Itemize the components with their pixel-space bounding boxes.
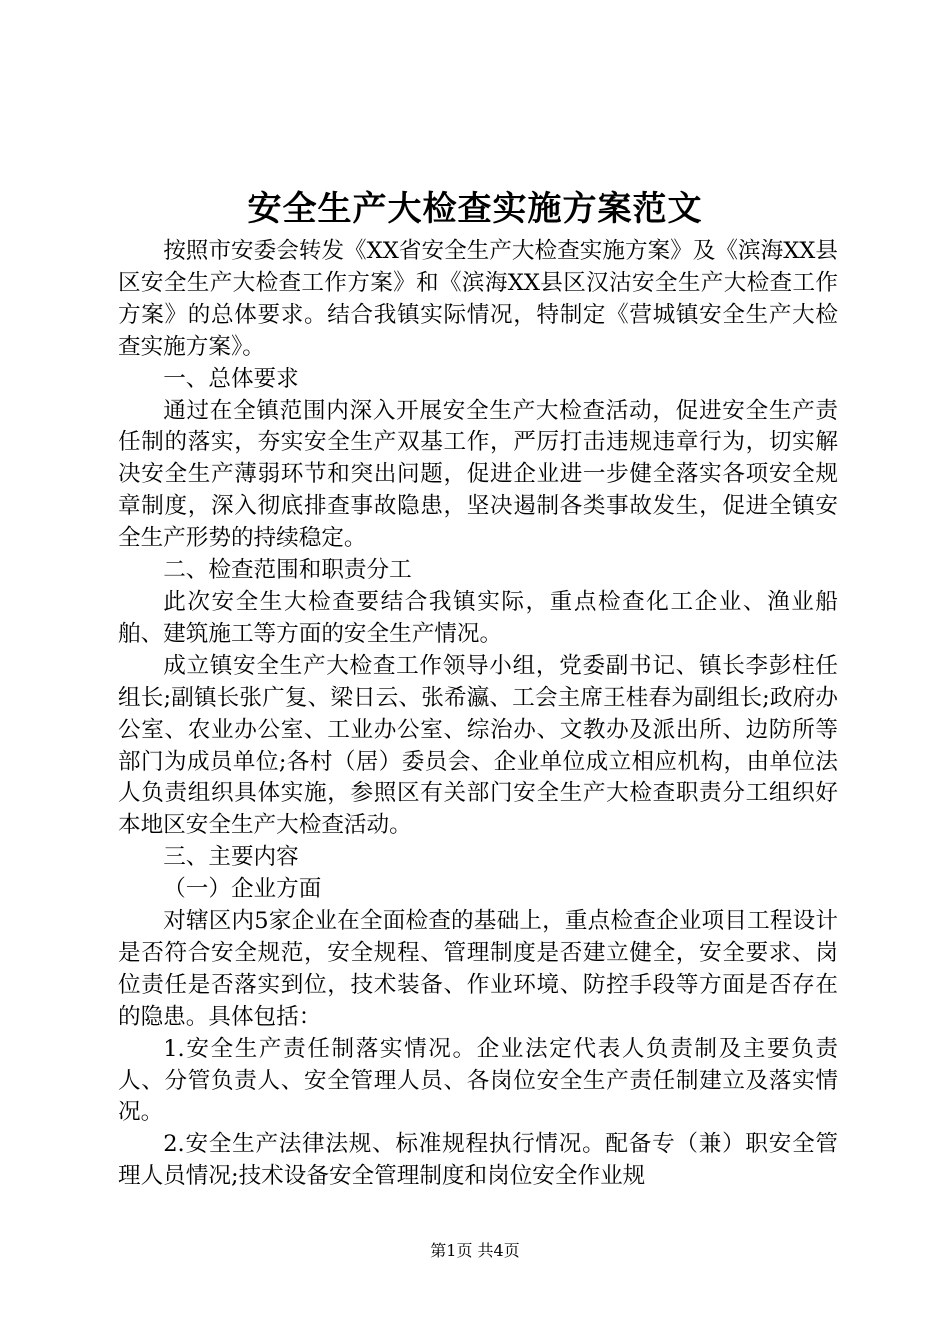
section-heading-main-content: 三、主要内容 xyxy=(163,844,299,871)
page-footer: 第1页 共4页 xyxy=(430,1241,520,1260)
subsection-heading-enterprise: （一）企业方面 xyxy=(163,876,322,903)
paragraph-scope: 此次安全生大检查要结合我镇实际，重点检查化工企业、渔业船舶、建筑施工等方面的安全生产情况。 xyxy=(118,588,838,647)
section-heading-general-requirements: 一、总体要求 xyxy=(163,365,299,392)
paragraph-leadership-group: 成立镇安全生产大检查工作领导小组，党委副书记、镇长李彭柱任组长;副镇长张广复、梁日云、张希瀛、工会主席王桂春为副组长;政府办公室、农业办公室、工业办公室、综治办、文教办及派出所、边防所等部门为成员单位;各村（居）委员会、企业单位成立相应机构，由单位法人负责组织具体实施，参照区有关部门安全生产大检查职责分工组织好本地区安全生产大检查活动。 xyxy=(118,652,838,839)
list-item-regulations: 2.安全生产法律法规、标准规程执行情况。配备专（兼）职安全管理人员情况;技术设备安全管理制度和岗位安全作业规 xyxy=(118,1131,838,1190)
section-heading-scope: 二、检查范围和职责分工 xyxy=(163,557,412,584)
paragraph-enterprise: 对辖区内5家企业在全面检查的基础上，重点检查企业项目工程设计是否符合安全规范，安全规程、管理制度是否建立健全，安全要求、岗位责任是否落实到位，技术装备、作业环境、防控手段等方面是否存在的隐患。具体包括： xyxy=(118,908,838,1030)
paragraph-intro: 按照市安委会转发《XX省安全生产大检查实施方案》及《滨海XX县区安全生产大检查工作方案》和《滨海XX县区汉沽安全生产大检查工作方案》的总体要求。结合我镇实际情况，特制定《营城镇安全生产大检查实施方案》。 xyxy=(118,238,838,360)
document-title: 安全生产大检查实施方案范文 xyxy=(247,189,703,229)
list-item-responsibility: 1.安全生产责任制落实情况。企业法定代表人负责制及主要负责人、分管负责人、安全管理人员、各岗位安全生产责任制建立及落实情况。 xyxy=(118,1035,838,1126)
document-body xyxy=(118,236,838,1193)
paragraph-general-requirements: 通过在全镇范围内深入开展安全生产大检查活动，促进安全生产责任制的落实，夯实安全生产双基工作，严厉打击违规违章行为，切实解决安全生产薄弱环节和突出问题，促进企业进一步健全落实各项安全规章制度，深入彻底排查事故隐患，坚决遏制各类事故发生，促进全镇安全生产形势的持续稳定。 xyxy=(118,397,838,552)
